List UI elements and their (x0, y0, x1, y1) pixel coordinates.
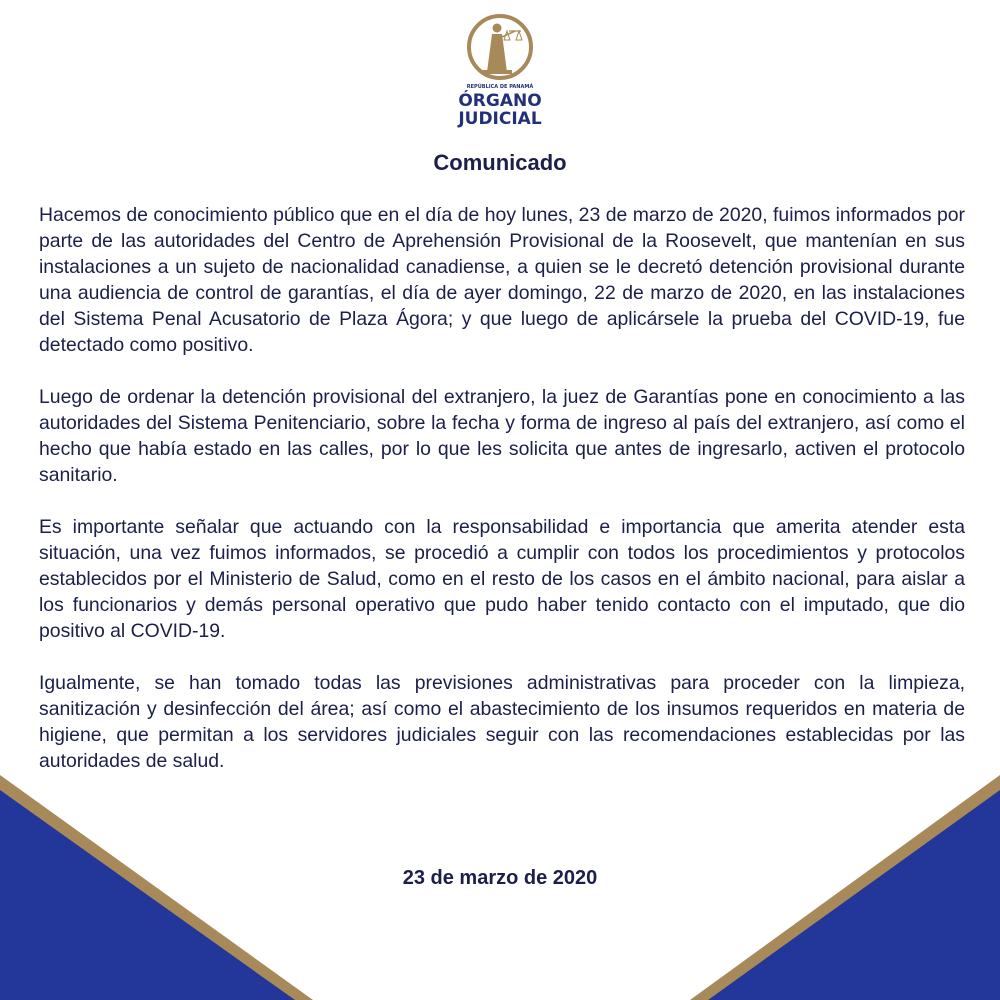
paragraph: Es importante señalar que actuando con la responsabilidad e importancia que amerita atender esta situación, una vez fuimos informados, se procedió a cumplir con todos los procedimientos y protocolos establecidos por el Ministerio de Salud, como en el resto de los casos en el ámbito nacional, para aislar a los funcionarios y demás personal operativo que pudo haber tenido contacto con el imputado, que dio positivo al COVID-19. (39, 516, 965, 642)
logo-line-organo: ÓRGANO (458, 91, 542, 111)
logo-country: REPÚBLICA DE PANAMÁ (466, 84, 534, 90)
paragraph: Igualmente, se han tomado todas las previsiones administrativas para proceder con la limpieza, sanitización y desinfección del área; así como el abastecimiento de los insumos requeridos en materia de higiene, que permitan a los servidores judiciales seguir con las recomendaciones establecidas por las autoridades de salud. (39, 672, 965, 772)
logo-line-judicial: JUDICIAL (458, 109, 542, 128)
justice-figure-icon (482, 24, 522, 74)
paragraph: Luego de ordenar la detención provisional del extranjero, la juez de Garantías pone en conocimiento a las autoridades del Sistema Penitenciario, sobre la fecha y forma de ingreso al país del extranjero, así como el hecho que había estado en las calles, por lo que les solicita que antes de ingresarlo, activen el protocolo sanitario. (39, 386, 965, 486)
page-title: Comunicado (433, 150, 567, 175)
communique-date: 23 de marzo de 2020 (402, 867, 598, 889)
organo-judicial-logo (455, 12, 545, 128)
left-blue-triangle (0, 790, 295, 1000)
paragraph: Hacemos de conocimiento público que en el día de hoy lunes, 23 de marzo de 2020, fuimos informados por parte de las autoridades del Centro de Aprehensión Provisional de la Roosevelt, que mantenían en sus instalaciones a un sujeto de nacionalidad canadiense, a quien se le decretó detención provisional durante una audiencia de control de garantías, el día de ayer domingo, 22 de marzo de 2020, en las instalaciones del Sistema Penal Acusatorio de Plaza Ágora; y que luego de aplicársele la prueba del COVID-19, fue detectado como positivo. (39, 204, 965, 356)
communique-body (39, 202, 965, 800)
